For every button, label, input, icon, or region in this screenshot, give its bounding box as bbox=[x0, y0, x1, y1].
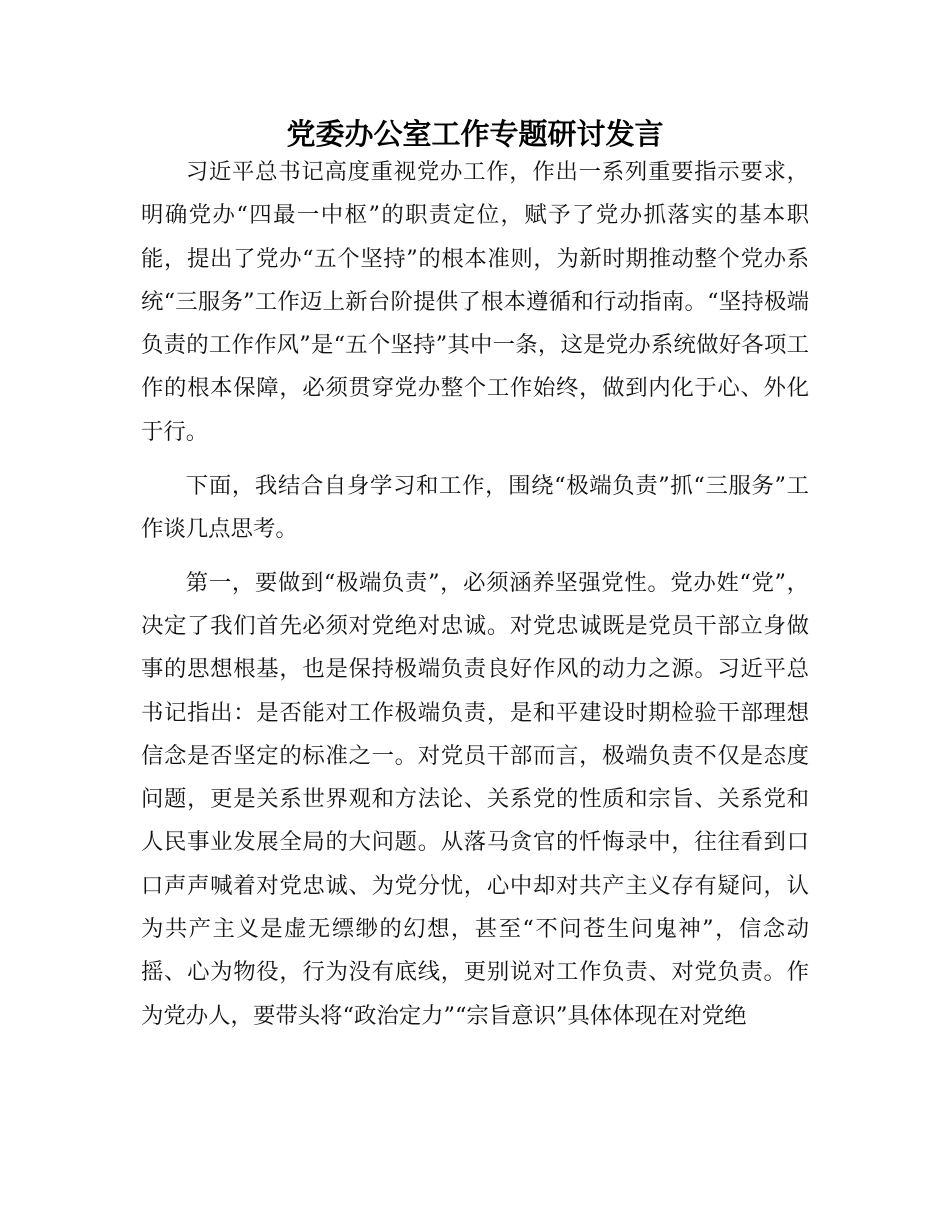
paragraph-point-one: 第一，要做到“极端负责”，必须涵养坚强党性。党办姓“党”，决定了我们首先必须对党绝对忠诚。对党忠诚既是党员干部立身做事的思想根基，也是保持极端负责良好作风的动力之源。习近平总书记指出：是否能对工作极端负责，是和平建设时期检验干部理想信念是否坚定的标准之一。对党员干部而言，极端负责不仅是态度问题，更是关系世界观和方法论、关系党的性质和宗旨、关系党和人民事业发展全局的大问题。从落马贪官的忏悔录中，往往看到口口声声喊着对党忠诚、为党分忧，心中却对共产主义存有疑问，认为共产主义是虚无缥缈的幻想，甚至“不问苍生问鬼神”，信念动摇、心为物役，行为没有底线，更别说对工作负责、对党负责。作为党办人，要带头将“政治定力”“宗旨意识”具体体现在对党绝 bbox=[141, 569, 809, 1029]
paragraph-intro: 习近平总书记高度重视党办工作，作出一系列重要指示要求，明确党办“四最一中枢”的职责定位，赋予了党办抓落实的基本职能，提出了党办“五个坚持”的根本准则，为新时期推动整个党办系统“三服务”工作迈上新台阶提供了根本遵循和行动指南。“坚持极端负责的工作作风”是“五个坚持”其中一条，这是党办系统做好各项工作的根本保障，必须贯穿党办整个工作始终，做到内化于心、外化于行。 bbox=[141, 159, 809, 445]
paragraph-transition: 下面，我结合自身学习和工作，围绕“极端负责”抓“三服务”工作谈几点思考。 bbox=[141, 472, 809, 542]
document-body bbox=[141, 151, 809, 1048]
document-title: 党委办公室工作专题研讨发言 bbox=[286, 117, 664, 151]
